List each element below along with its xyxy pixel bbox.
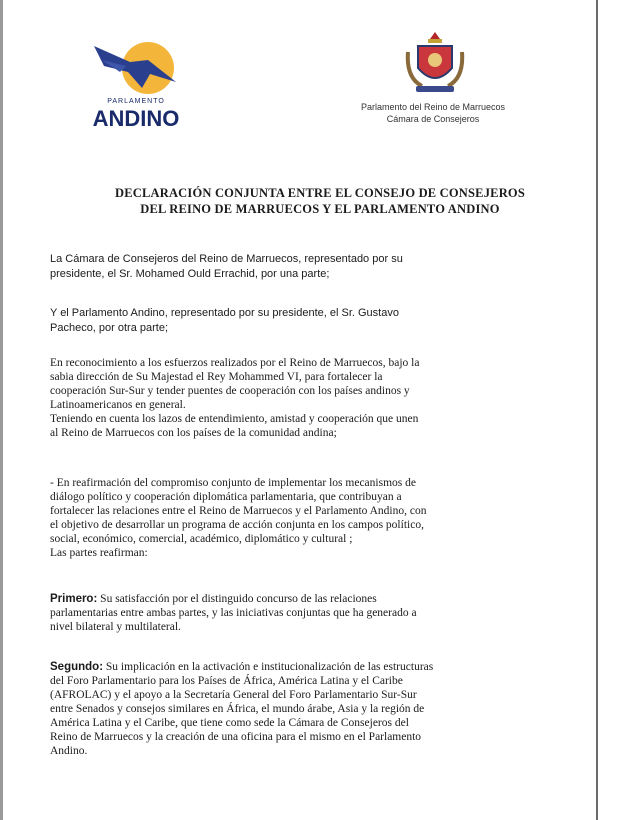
logo-big-text: ANDINO [92,106,180,131]
declaration-title [40,185,600,217]
segundo-label: Segundo: [50,661,104,673]
logo-small-text: PARLAMENTO [107,98,165,105]
text-line: del Foro Parlamentario para los Países de África, América Latina y el Caribe [50,675,403,687]
paragraph-camara [50,252,550,282]
primero-label: Primero: [50,593,98,605]
text-line: nivel bilateral y multilateral. [50,621,181,633]
paragraph-parlamento [50,306,550,336]
text-line: diálogo político y cooperación diplomática parlamentaria, que contribuyan a [50,491,402,503]
caption-line: Parlamento del Reino de Marruecos [360,102,506,112]
text-line: cooperación Sur-Sur y tender puentes de cooperación con los países andinos y [50,385,410,397]
text-line: Las partes reafirman: [50,547,148,559]
paragraph-reafirmacion [50,476,550,560]
text-line: entre Senados y consejos similares en África, el mundo árabe, Asia y la región de [50,703,425,715]
moroccan-coat-of-arms-icon [404,30,466,96]
condor-sun-icon [90,36,182,98]
page-edge-right [596,0,598,820]
text-line: Reino de Marruecos y la creación de una oficina para el mismo en el Parlamento [50,731,422,743]
text-line: Teniendo en cuenta los lazos de entendimiento, amistad y cooperación que unen [50,413,419,425]
title-line: DEL REINO DE MARRUECOS Y EL PARLAMENTO ANDINO [140,202,500,216]
caption-line: Cámara de Consejeros [386,114,480,124]
text-line: (AFROLAC) y el apoyo a la Secretaría General del Foro Parlamentario Sur-Sur [50,689,417,701]
text-line: Pacheco, por otra parte; [50,322,169,334]
text-line: La Cámara de Consejeros del Reino de Marruecos, representado por su [50,253,403,265]
text-line: En reconocimiento a los esfuerzos realizados por el Reino de Marruecos, bajo la [50,357,420,369]
text-line: fortalecer las relaciones entre el Reino de Marruecos y el Parlamento Andino, con [50,505,427,517]
text-line: - En reafirmación del compromiso conjunto de implementar los mecanismos de [50,477,416,489]
paragraph-reconocimiento [50,356,550,440]
parlamento-andino-logo [84,36,188,136]
text-line: Andino. [50,745,88,757]
text-line: sabia dirección de Su Majestad el Rey Mohammed VI, para fortalecer la [50,371,383,383]
text-line [50,592,550,606]
text-line: parlamentarias entre ambas partes, y las iniciativas conjuntas que ha generado a [50,607,417,619]
page-edge-left [0,0,3,820]
text-line [50,660,550,674]
text-line: Y el Parlamento Andino, representado por su presidente, el Sr. Gustavo [50,307,399,319]
emblem-caption [328,101,538,125]
text-line: al Reino de Marruecos con los países de la comunidad andina; [50,427,337,439]
text-line: social, económico, comercial, académico, diplomático y cultural ; [50,533,353,545]
title-line: DECLARACIÓN CONJUNTA ENTRE EL CONSEJO DE CONSEJEROS [114,186,526,200]
text-line: Latinoamericanos en general. [50,399,186,411]
paragraph-segundo [50,660,550,758]
text-line: América Latina y el Caribe, que tiene como sede la Cámara de Consejeros del [50,717,409,729]
segundo-text: Su implicación en la activación e institucionalización de las estructuras [103,661,434,673]
primero-text: Su satisfacción por el distinguido concurso de las relaciones [97,593,377,605]
paragraph-primero [50,592,550,634]
text-line: presidente, el Sr. Mohamed Ould Errachid, por una parte; [50,268,330,280]
text-line: el objetivo de desarrollar un programa de acción conjunta en los campos político, [50,519,424,531]
